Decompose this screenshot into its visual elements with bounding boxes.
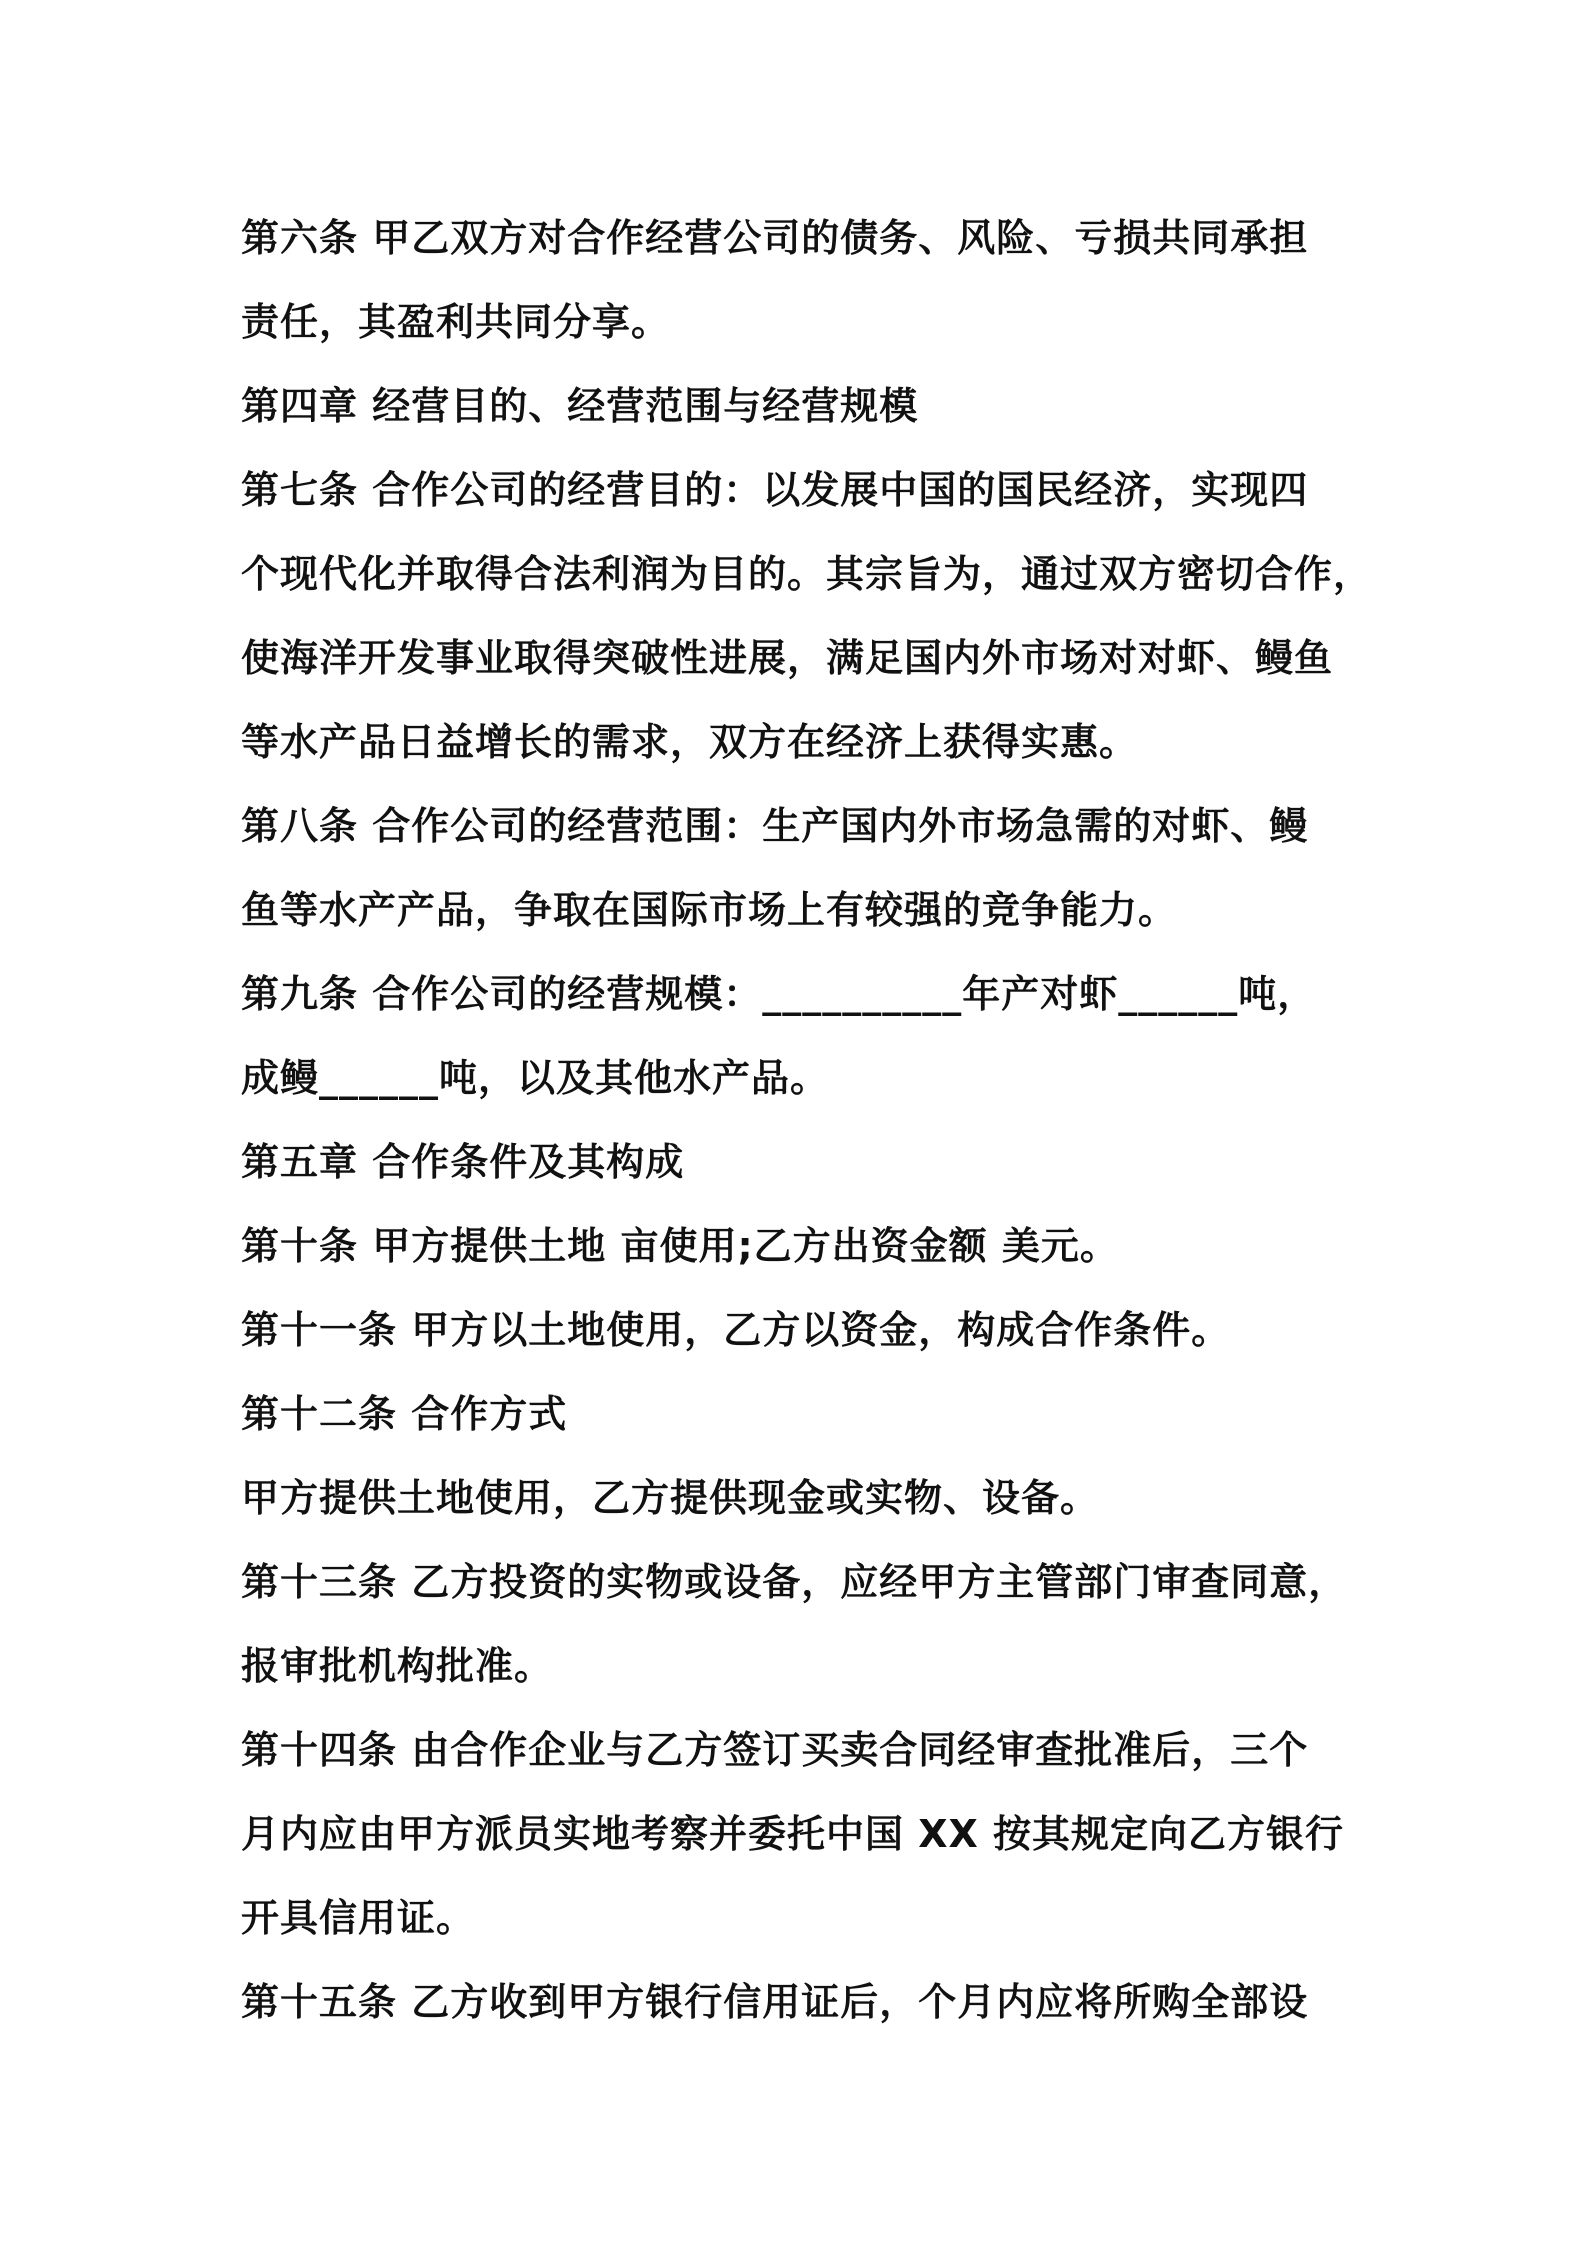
text-line: 第十三条 乙方投资的实物或设备，应经甲方主管部门审查同意，: [241, 1560, 1348, 1604]
text-line: 第十四条 由合作企业与乙方签订买卖合同经审查批准后，三个: [241, 1728, 1309, 1772]
text-line: 甲方提供土地使用，乙方提供现金或实物、设备。: [241, 1476, 1100, 1520]
chapter-heading: 第五章 合作条件及其构成: [241, 1140, 685, 1184]
text-line: 等水产品日益增长的需求，双方在经济上获得实惠。: [241, 720, 1139, 764]
text-line: 第十一条 甲方以土地使用，乙方以资金，构成合作条件。: [241, 1308, 1231, 1352]
text-line: 月内应由甲方派员实地考察并委托中国 XX 按其规定向乙方银行: [241, 1812, 1345, 1856]
text-line: 第十五条 乙方收到甲方银行信用证后，个月内应将所购全部设: [241, 1980, 1309, 2024]
text-line: 使海洋开发事业取得突破性进展，满足国内外市场对对虾、鳗鱼: [241, 636, 1334, 680]
text-line: 成鳗______吨，以及其他水产品。: [241, 1056, 830, 1100]
text-line: 鱼等水产产品，争取在国际市场上有较强的竞争能力。: [241, 888, 1178, 932]
text-line: 第九条 合作公司的经营规模：__________年产对虾______吨，: [241, 972, 1317, 1016]
text-line: 报审批机构批准。: [241, 1644, 554, 1688]
text-line: 责任，其盈利共同分享。: [241, 300, 671, 344]
text-line: 第十条 甲方提供土地 亩使用;乙方出资金额 美元。: [241, 1224, 1119, 1268]
document-page: [241, 196, 1373, 2044]
text-line: 第十二条 合作方式: [241, 1392, 568, 1436]
text-line: 第八条 合作公司的经营范围：生产国内外市场急需的对虾、鳗: [241, 804, 1309, 848]
text-line: 开具信用证。: [241, 1896, 476, 1940]
text-line: 第七条 合作公司的经营目的：以发展中国的国民经济，实现四: [241, 468, 1309, 512]
text-line: 个现代化并取得合法利润为目的。其宗旨为，通过双方密切合作，: [241, 552, 1373, 596]
text-line: 第六条 甲乙双方对合作经营公司的债务、风险、亏损共同承担: [241, 216, 1309, 260]
chapter-heading: 第四章 经营目的、经营范围与经营规模: [241, 384, 919, 428]
